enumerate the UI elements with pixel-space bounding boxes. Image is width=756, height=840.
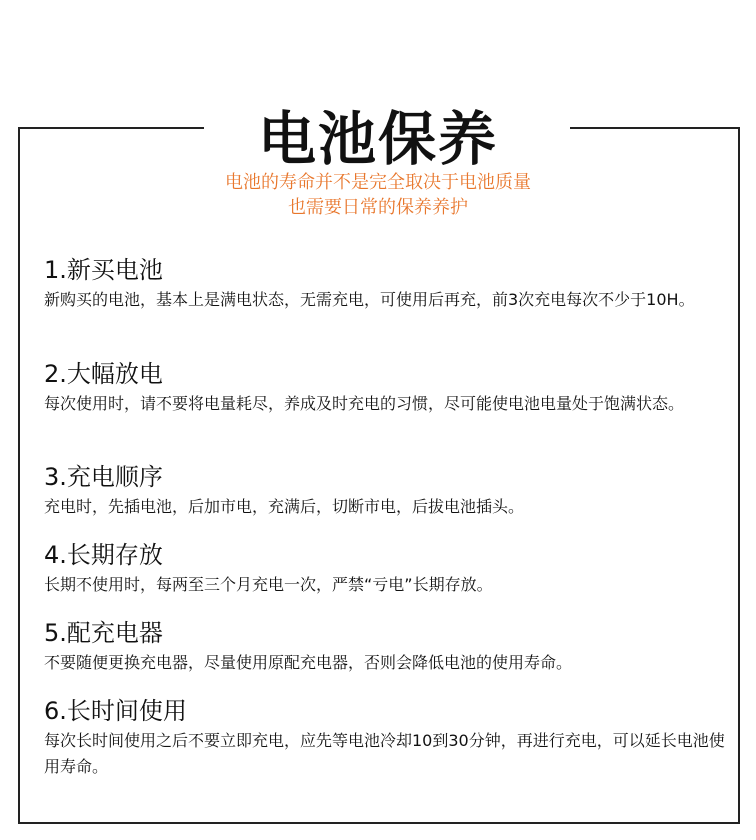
section-body: 新购买的电池，基本上是满电状态，无需充电，可使用后再充，前3次充电每次不少于10H。 xyxy=(44,290,695,309)
subtitle-line-2: 也需要日常的保养养护 xyxy=(288,197,468,218)
frame-left-line xyxy=(18,127,20,824)
section-body: 长期不使用时，每两至三个月充电一次，严禁“亏电”长期存放。 xyxy=(44,575,493,594)
section-charger xyxy=(44,618,734,676)
section-body: 充电时，先插电池，后加市电，充满后，切断市电，后拔电池插头。 xyxy=(44,497,525,516)
page-title: 电池保养 xyxy=(257,105,498,173)
section-heading: 2.大幅放电 xyxy=(44,360,163,388)
section-heading: 4.长期存放 xyxy=(44,541,163,569)
section-new-battery xyxy=(44,255,734,313)
subtitle-line-1: 电池的寿命并不是完全取决于电池质量 xyxy=(225,172,531,193)
section-charging-order xyxy=(44,462,734,520)
section-body: 不要随便更换充电器，尽量使用原配充电器，否则会降低电池的使用寿命。 xyxy=(44,653,573,672)
section-long-storage xyxy=(44,540,734,598)
section-heading: 6.长时间使用 xyxy=(44,697,187,725)
frame-bottom-line xyxy=(18,822,740,824)
section-heading: 1.新买电池 xyxy=(44,256,163,284)
section-long-use xyxy=(44,696,734,780)
section-heading: 5.配充电器 xyxy=(44,619,163,647)
section-body: 每次长时间使用之后不要立即充电，应先等电池冷却10到30分钟，再进行充电，可以延长电池使用寿命。 xyxy=(44,731,725,776)
section-heading: 3.充电顺序 xyxy=(44,463,163,491)
section-deep-discharge xyxy=(44,359,734,417)
section-body: 每次使用时，请不要将电量耗尽，养成及时充电的习惯，尽可能使电池电量处于饱满状态。 xyxy=(44,394,685,413)
frame-right-line xyxy=(738,127,740,824)
